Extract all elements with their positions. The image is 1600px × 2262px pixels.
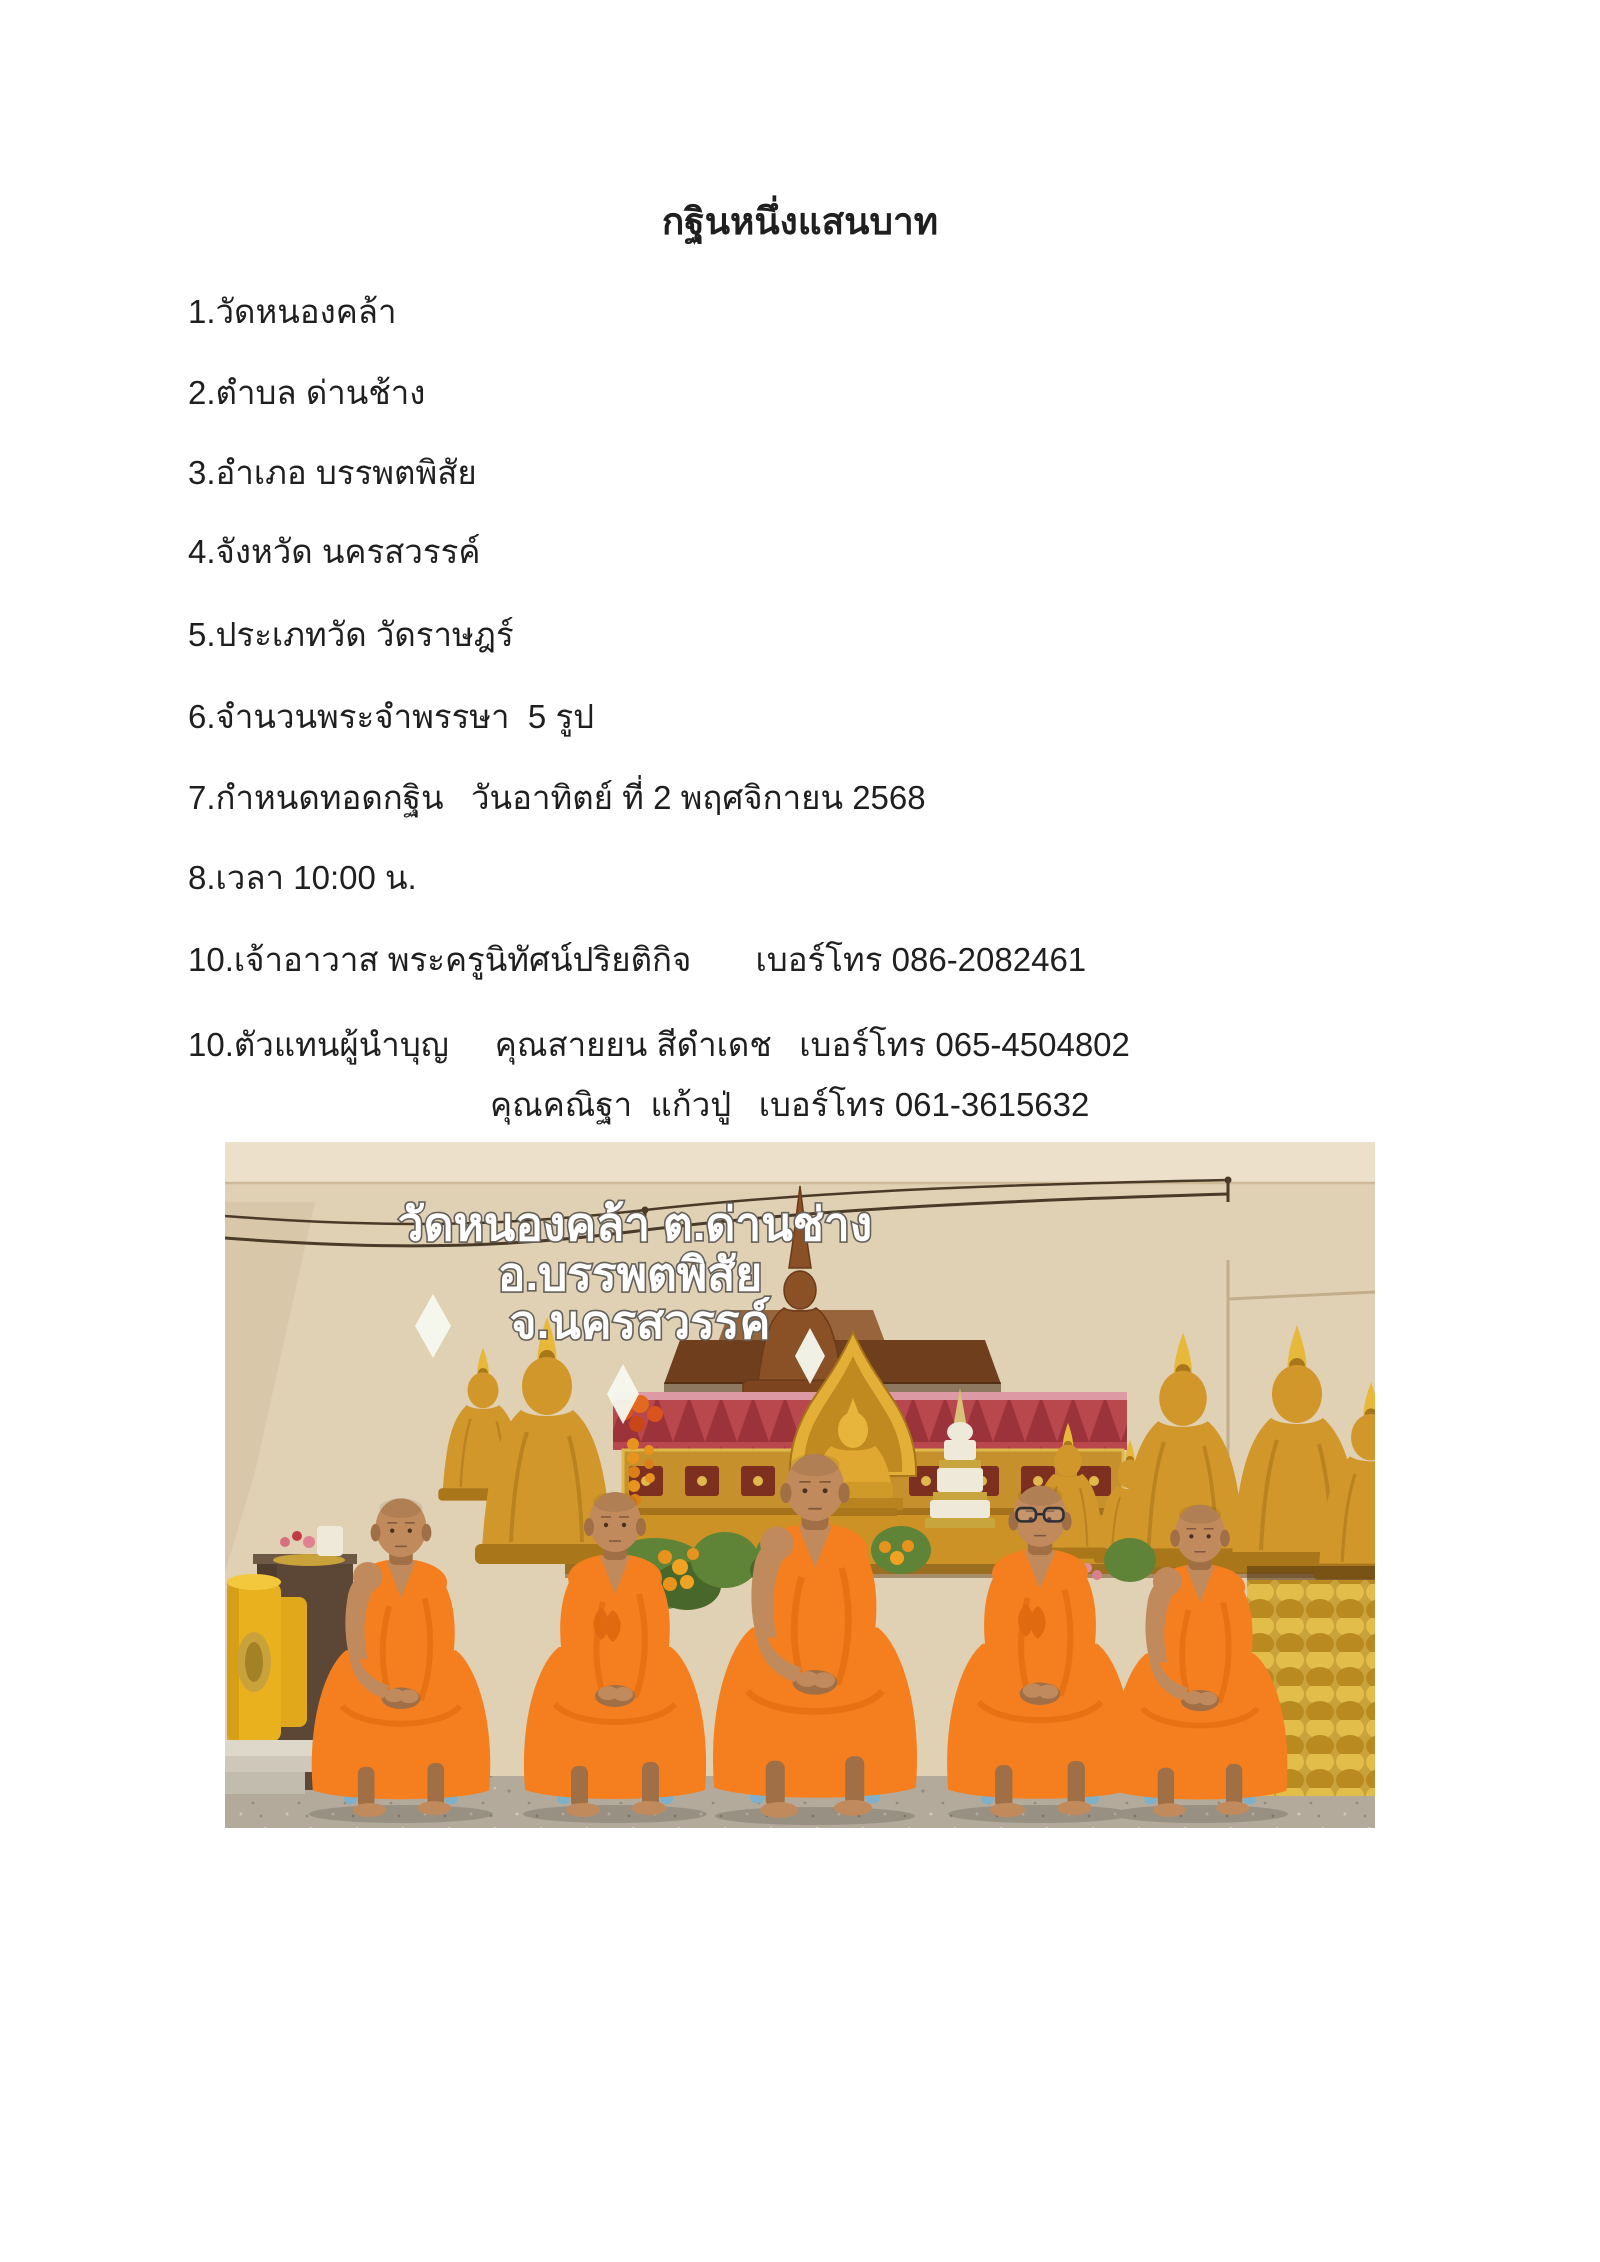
document-line-5: 5.ประเภทวัด วัดราษฎร์ bbox=[188, 616, 514, 653]
temple-photo-illustration bbox=[225, 1142, 1375, 1828]
document-line-6: 6.จำนวนพระจำพรรษา 5 รูป bbox=[188, 698, 595, 735]
photo-caption-line-1: วัดหนองคล้า ต.ด่านช่าง bbox=[397, 1198, 873, 1250]
document-line-3: 3.อำเภอ บรรพตพิสัย bbox=[188, 454, 477, 491]
document-line-10b: คุณคณิฐา แก้วปู่ เบอร์โทร 061-3615632 bbox=[490, 1086, 1090, 1123]
document-line-4: 4.จังหวัด นครสวรรค์ bbox=[188, 533, 481, 570]
offering-jars bbox=[225, 1574, 321, 1794]
photo-caption-line-3: จ.นครสวรรค์ bbox=[509, 1296, 771, 1348]
document-line-2: 2.ตำบล ด่านช้าง bbox=[188, 374, 426, 411]
document-line-9: 10.เจ้าอาวาส พระครูนิทัศน์ปริยติกิจ เบอร์โทร 086-2082461 bbox=[188, 941, 1087, 978]
document-line-10: 10.ตัวแทนผู้นำบุญ คุณสายยน สีดำเดช เบอร์โทร 065-4504802 bbox=[188, 1026, 1130, 1063]
photo-caption-line-2: อ.บรรพตพิสัย bbox=[497, 1248, 763, 1300]
temple-photo bbox=[225, 1142, 1375, 1828]
document-line-7: 7.กำหนดทอดกฐิน วันอาทิตย์ ที่ 2 พฤศจิกายน 2568 bbox=[188, 779, 926, 816]
document-title: กฐินหนึ่งแสนบาท bbox=[661, 201, 939, 242]
document-line-8: 8.เวลา 10:00 น. bbox=[188, 859, 417, 896]
document-line-1: 1.วัดหนองคล้า bbox=[188, 293, 397, 330]
